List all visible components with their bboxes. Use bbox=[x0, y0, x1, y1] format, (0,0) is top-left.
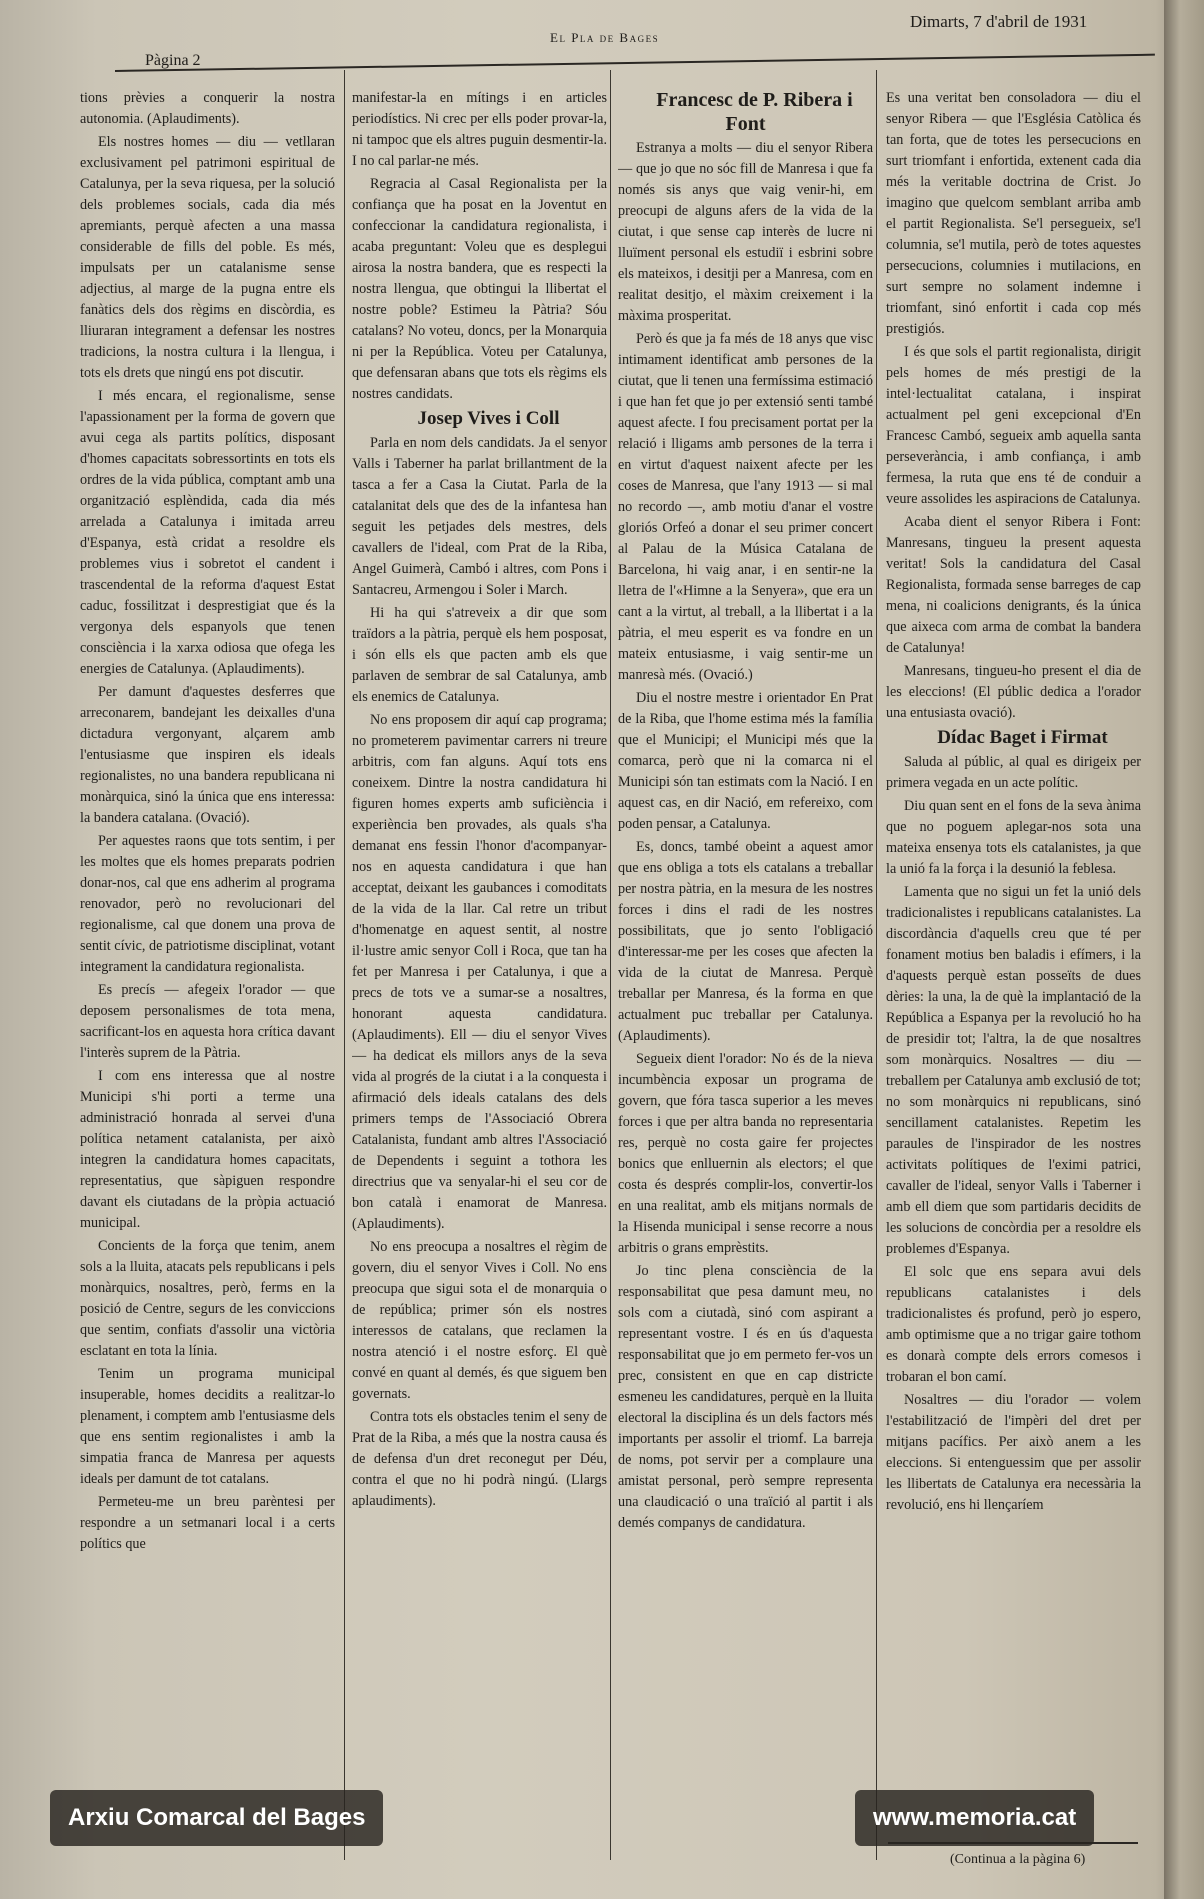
paragraph: Hi ha qui s'atreveix a dir que som traïdors a la pàtria, perquè els hem posposat, i són ells els que pacten amb els que parlaven de sembrar de sal Catalunya, amb els enemics de Catalunya. bbox=[352, 605, 607, 705]
newspaper-page bbox=[70, 0, 1155, 1899]
paragraph: manifestar-la en mítings i en articles periodístics. Ni crec per ells poder provar-la, ni tampoc que els altres puguin desmentir-la. I no cal parlar-ne més. bbox=[352, 90, 607, 169]
column-rule bbox=[610, 70, 611, 1860]
paragraph: I com ens interessa que al nostre Municipi s'hi porti a terme una administració honrada al servei d'una política netament catalanista, per això integren la candidatura homes capacitats, representatius, que sàpiguen respondre davant els ciutadans de la pròpia actuació municipal. bbox=[80, 1068, 335, 1231]
binding-spine bbox=[1164, 0, 1204, 1899]
archive-watermark: Arxiu Comarcal del Bages bbox=[50, 1790, 383, 1846]
newspaper-title: El Pla de Bages bbox=[550, 30, 660, 45]
paragraph: Jo tinc plena consciència de la responsabilitat que pesa damunt meu, no sols com a ciutadà, sinó com aspirant a representant vostre. I és en ús d'aquesta responsabilitat que jo em permeto fer-vos un prec, consistent en que en cap districte esmeneu les candidatures, perquè en la lluita electoral la disciplina és un dels factors més importants per assolir el triomf. La barreja de noms, pot servir per a complaure una amistat personal, però sempre representa una claudicació o una traïció al partit i als demés companys de candidatura. bbox=[618, 1263, 873, 1531]
paragraph: Tenim un programa municipal insuperable, homes decidits a realitzar-lo plenament, i comptem amb l'entusiasme dels que ens sentim regionalistes i amb la simpatia franca de Manresa per aquests ideals per damunt de tot catalans. bbox=[80, 1366, 335, 1487]
paragraph: Estranya a molts — diu el senyor Ribera — que jo que no sóc fill de Manresa i que fa només sis anys que vaig venir-hi, em preocupi de alguns afers de la vida de la ciutat, i que sense cap interès de lucre ni lluïment personal els estudiï i esbrini sobre els mateixos, i desitji per a Manresa, com en realitat desitjo, el màxim creixement i la màxima prosperitat. bbox=[618, 140, 873, 324]
paragraph: Acaba dient el senyor Ribera i Font: Manresans, tingueu la present aquesta veritat! Sols la candidatura del Casal Regionalista, formada sense barreges de cap mena, ni coalicions denigrants, és la única que aixeca com arma de combat la bandera de Catalunya! bbox=[886, 514, 1141, 656]
website-watermark: www.memoria.cat bbox=[855, 1790, 1094, 1846]
issue-date: Dimarts, 7 d'abril de 1931 bbox=[910, 12, 1088, 31]
paragraph: Segueix dient l'orador: No és de la nieva incumbència exposar un programa de govern, que fóra tasca superior a les meves forces i que per altra banda no representaria res, perquè no costa gaire fer projectes bonics que enlluernin als electors; el que costa és després complir-los, convertir-los en una realitat, amb els mitjans normals de la Hisenda municipal i sense recorre a nous arbitris o grans emprèstits. bbox=[618, 1051, 873, 1256]
paragraph: Però és que ja fa més de 18 anys que visc intimament identificat amb persones de la ciutat, que li tenen una fermíssima estimació i que han fet que jo per extensió senti també aquest afecte. I fou precisament portat per la relació i lligams amb persones de la terra i en virtut d'aquest naixent afecte per les coses de Manresa, que l'any 1913 — si mal no recordo —, amb motiu d'anar el vostre gloriós Orfeó a donar el seu primer concert al Palau de la Música Catalana de Barcelona, hi vaig anar, i en sentir-ne la lletra de l'«Himne a la Senyera», que era un cant a la virtut, al treball, a la llibertat i a la pàtria, el meu esperit es va fondre en un mateix entusiasme, i vaig sentir-me un manresà més. (Ovació.) bbox=[618, 331, 873, 683]
paragraph: Permeteu-me un breu parèntesi per respondre a un setmanari local i a certs polítics que bbox=[80, 1494, 335, 1552]
paragraph: El solc que ens separa avui dels republicans catalanistes i dels tradicionalistes és profund, però jo espero, amb optimisme que a no trigar gaire tothom es donarà compte dels errors comesos i trobaran el bon camí. bbox=[886, 1264, 1141, 1385]
paragraph: Diu el nostre mestre i orientador En Prat de la Riba, que l'home estima més la família que el Municipi; el Municipi més que la comarca, però que ni la comarca ni el Municipi són tan estimats com la Nació. I en aquest cas, en dir Nació, em refereixo, com poden pensar, a Catalunya. bbox=[618, 690, 873, 832]
paragraph: Es, doncs, també obeint a aquest amor que ens obliga a tots els catalans a treballar per nostra pàtria, en la mesura de les nostres forces i dins el radi de les nostres possibilitats, que jo sento l'obligació d'interessar-me per les coses que afecten la vida de la ciutat de Manresa. Perquè treballar per Manresa, és la forma en que actualment puc treballar per Catalunya. (Aplaudiments). bbox=[618, 839, 873, 1044]
paragraph: Es una veritat ben consoladora — diu el senyor Ribera — que l'Església Catòlica és tan forta, que de totes les persecucions en surt triomfant i enfortida, extenent cada dia més la veritable doctrina de Crist. Jo imagino que quelcom semblant arriba amb el partit Regionalista. Se'l persegueix, se'l columnia, se'l mutila, però de totes aquestes persecucions, columnies i mutilacions, en surt sempre no solament indemne i triomfant, sinó enfortit i cada cop més prestigiós. bbox=[886, 90, 1141, 337]
page-number: Pàgina 2 bbox=[145, 52, 201, 69]
continued-note: (Continua a la pàgina 6) bbox=[950, 1852, 1086, 1867]
paragraph: Per damunt d'aquestes desferres que arreconarem, bandejant les deixalles d'una dictadura vergonyant, alçarem amb l'entusiasme que inspiren els ideals regionalistes, no una bandera republicana ni monàrquica, sinó la única que ens interessa: la bandera catalana. (Ovació). bbox=[80, 684, 335, 826]
paragraph: I més encara, el regionalisme, sense l'apassionament per la forma de govern que avui cega als partits polítics, disposant d'homes capacitats sobressortints en tots els ordres de la vida pública, comptant amb una organització esplèndida, cada dia més arrelada a Catalunya i imitada arreu d'Espanya, està cridat a resoldre els problemes vius i sobretot el candent i trascendental de la reforma d'aquest Estat caduc, fossilitzat i desprestigiat que és la vergonya dels espanyols que tenen consciència i la xarxa odiosa que ofega les energies de Catalunya. (Aplaudiments). bbox=[80, 388, 335, 677]
column-4 bbox=[886, 88, 1141, 1833]
running-head bbox=[70, 0, 1155, 70]
paragraph: Parla en nom dels candidats. Ja el senyor Valls i Taberner ha parlat brillantment de la tasca a fer a Casa la Ciutat. Parla de la catalanitat dels que des de la infantesa han seguit les petjades dels mestres, dels cavallers de l'ideal, com Prat de la Riba, Angel Guimerà, Cambó i altres, com Pons i Santacreu, Armengou i Soler i March. bbox=[352, 435, 607, 598]
paragraph: Manresans, tingueu-ho present el dia de les eleccions! (El públic dedica a l'orador una entusiasta ovació). bbox=[886, 663, 1141, 721]
paragraph: I és que sols el partit regionalista, dirigit pels homes de més prestigi de la intel·lectualitat catalana, i inspirat actualment pel geni excepcional d'En Francesc Cambó, segueix amb aquella santa perseverància, i amb confiança, i amb fermesa, la ruta que ens té de conduir a veure assolides les aspiracions de Catalunya. bbox=[886, 344, 1141, 507]
section-heading: Francesc de P. Ribera i Font bbox=[656, 89, 853, 135]
section-heading: Josep Vives i Coll bbox=[417, 408, 560, 429]
paragraph: Nosaltres — diu l'orador — volem l'estabilització de l'impèri del dret per mitjans pacífics. Per això anem a les eleccions. Si entenguessim que per assolir les llibertats de Catalunya era necessària la revolució, ens hi llençaríem bbox=[886, 1392, 1141, 1513]
column-3 bbox=[618, 88, 873, 1833]
paragraph: Els nostres homes — diu — vetllaran exclusivament pel patrimoni espiritual de Catalunya, per la seva riquesa, per la solució dels problemes socials, cada dia més apremiants, perquè afecten a una massa considerable de fills del poble. Es més, impulsats per un catalanisme sense adjectius, al marge de la pugna entre els fanàtics dels dos règims en discòrdia, es lliuraran integrament a defensar les nostres tradicions, la nostra cultura i la llengua, i tots els drets que ningú ens pot discutir. bbox=[80, 134, 335, 381]
column-rule bbox=[876, 70, 877, 1860]
paragraph: No ens preocupa a nosaltres el règim de govern, diu el senyor Vives i Coll. No ens preocupa que sigui sota el de monarquia o de república; primer són els nostres interessos de catalans, que reclamen la nostra atenció i el nostre esforç. El què convé en quant al demés, és que siguem ben governats. bbox=[352, 1239, 607, 1402]
paragraph: Regracia al Casal Regionalista per la confiança que ha posat en la Joventut en confeccionar la candidatura regionalista, i acaba preguntant: Voleu que es desplegui airosa la nostra bandera, que es respecti la nostra llengua, que obtingui la llibertat el nostre poble? Estimeu la Pàtria? Sóu catalans? No voteu, doncs, per la Monarquia ni per la República. Voteu per Catalunya, que defensaran abans que tots els règims els nostres candidats. bbox=[352, 176, 607, 402]
column-1 bbox=[80, 88, 335, 1833]
paragraph: Diu quan sent en el fons de la seva ànima que no poguem aplegar-nos sota una mateixa ensenya tots els catalanistes, ja que la unió fa la força i la desunió la feblesa. bbox=[886, 798, 1141, 877]
paragraph: Saluda al públic, al qual es dirigeix per primera vegada en un acte polític. bbox=[886, 754, 1141, 791]
paragraph: No ens proposem dir aquí cap programa; no prometerem pavimentar carrers ni treure arbitris, com fan alguns. Aquí tots ens coneixem. Dintre la nostra candidatura hi figuren homes experts amb suficiència i experiència ben provades, als quals s'ha demanat ens fessin l'honor d'acompanyar-nos en aquesta candidatura i que han acceptat, deixant les gaubances i comoditats de la vida de la llar. Cal retre un tribut d'homenatge en aquest sentit, al nostre il·lustre amic senyor Coll i Roca, que tan ha fet per Manresa i per Catalunya, i que a precs de tots ve a sumar-se a nosaltres, honorant aquesta candidatura. (Aplaudiments). Ell — diu el senyor Vives — ha dedicat els millors anys de la seva vida al progrés de la ciutat i a la conquesta i afirmació dels ideals catalans des dels primers temps de l'Associació Obrera Catalanista, fundant amb altres l'Associació de Dependents i seguint a tothora les directrius que va senyalar-hi el seu cor de bon català i enamorat de Manresa. (Aplaudiments). bbox=[352, 712, 607, 1232]
paragraph: Per aquestes raons que tots sentim, i per les moltes que els homes preparats podrien donar-nos, cal que ens adherim al programa renovador, però no revolucionari del regionalisme, cal que donem una prova de sentit cívic, de patriotisme disciplinat, votant integrament la candidatura regionalista. bbox=[80, 833, 335, 975]
section-heading: Dídac Baget i Firmat bbox=[937, 727, 1108, 748]
column-2 bbox=[352, 88, 607, 1833]
column-rule bbox=[344, 70, 345, 1860]
paragraph: Lamenta que no sigui un fet la unió dels tradicionalistes i republicans catalanistes. La discordància d'aquells creu que té per fonament motius ben baladis i efímers, i la d'aquests perquè estan posseïts de dues dèries: la una, la de què la implantació de la República a Espanya per la revolució ho ha de presidir tot; l'altra, la de que nosaltres som monàrquics. Nosaltres — diu — treballem per Catalunya amb exclusió de tot; no som monàrquics ni republicans, sinó sencillament catalanistes. Repetim les paraules de l'inspirador de les nostres activitats polítiques de l'eximi patrici, cavaller de l'ideal, senyor Valls i Taberner i amb ell diem que som partidaris decidits de les solucions de concòrdia per a resoldre els problemes d'Espanya. bbox=[886, 884, 1141, 1257]
paragraph: Concients de la força que tenim, anem sols a la lluita, atacats pels republicans i pels monàrquics, nosaltres, però, ferms en la posició de Centre, segurs de les conviccions que sentim, confiats d'assolir una victòria esclatant en tota la línia. bbox=[80, 1238, 335, 1359]
paragraph: tions prèvies a conquerir la nostra autonomia. (Aplaudiments). bbox=[80, 90, 335, 127]
paragraph: Es precís — afegeix l'orador — que deposem personalismes de tota mena, sacrificant-los en aquesta hora crítica davant l'interès suprem de la Pàtria. bbox=[80, 982, 335, 1061]
paragraph: Contra tots els obstacles tenim el seny de Prat de la Riba, a més que la nostra causa és de defensa d'un dret reconegut per Déu, contra el que no hi podrà ningú. (Llargs aplaudiments). bbox=[352, 1409, 607, 1509]
